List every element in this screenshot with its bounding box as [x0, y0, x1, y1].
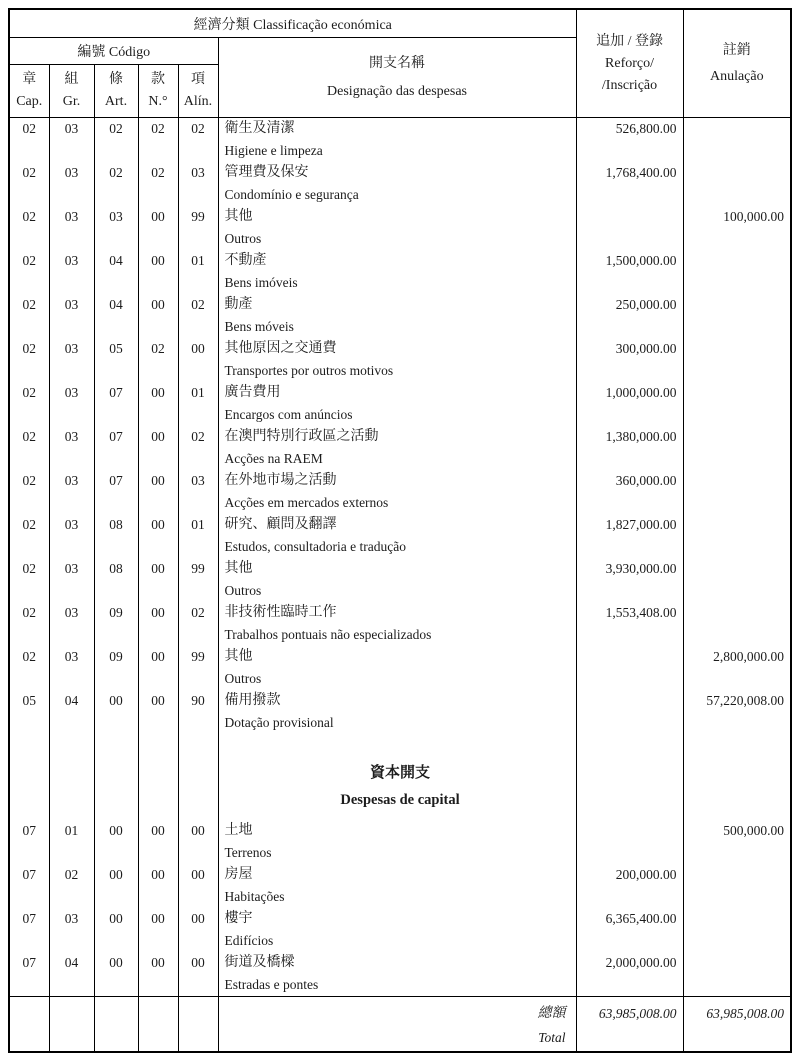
designation-pt: Bens móveis	[224, 319, 294, 334]
designation-zh: 樓宇	[224, 911, 253, 926]
designation-cell	[218, 602, 576, 646]
anulacao-amount	[683, 908, 791, 952]
code-cell-art: 07	[94, 382, 138, 426]
designation-pt: Outros	[224, 671, 262, 686]
anulacao-amount: 57,220,008.00	[683, 690, 791, 734]
code-cell-cap: 05	[9, 690, 49, 734]
code-cell-cap: 07	[9, 864, 49, 908]
header-col-n-zh: 款	[151, 72, 165, 87]
code-cell-alin: 01	[178, 250, 218, 294]
designation-cell	[218, 514, 576, 558]
code-cell-alin	[178, 734, 218, 820]
header-col-gr-pt: Gr.	[62, 94, 81, 109]
code-cell-n: 00	[138, 646, 178, 690]
designation-pt: Outros	[224, 583, 262, 598]
header-reforco-line-pt2: /Inscrição	[601, 77, 658, 93]
code-cell-gr: 03	[49, 338, 94, 382]
designation-pt: Edifícios	[224, 933, 274, 948]
code-cell-cap: 07	[9, 908, 49, 952]
designation-zh: 其他原因之交通費	[224, 341, 337, 356]
designation-cell	[218, 294, 576, 338]
reforco-amount: 250,000.00	[576, 294, 683, 338]
code-cell-gr: 03	[49, 558, 94, 602]
header-codigo: 編號 Código	[9, 38, 218, 65]
reforco-amount: 300,000.00	[576, 338, 683, 382]
table-body	[9, 118, 791, 997]
designation-pt: Estradas e pontes	[224, 977, 319, 992]
reforco-amount: 200,000.00	[576, 864, 683, 908]
code-cell-alin: 03	[178, 162, 218, 206]
code-cell-n: 00	[138, 470, 178, 514]
designation-pt: Acções em mercados externos	[224, 495, 389, 510]
code-cell-gr: 03	[49, 382, 94, 426]
code-cell-cap: 07	[9, 820, 49, 864]
anulacao-amount	[683, 734, 791, 820]
anulacao-amount	[683, 558, 791, 602]
code-cell-art: 00	[94, 908, 138, 952]
total-empty-cap	[9, 997, 49, 1053]
anulacao-amount	[683, 162, 791, 206]
designation-zh: 衛生及清潔	[224, 121, 295, 136]
table-row	[9, 952, 791, 997]
code-cell-n: 00	[138, 206, 178, 250]
code-cell-gr: 03	[49, 602, 94, 646]
table-row	[9, 206, 791, 250]
designation-zh: 廣告費用	[224, 385, 281, 400]
code-cell-art: 00	[94, 820, 138, 864]
header-reforco-line-pt1: Reforço/	[605, 55, 655, 71]
code-cell-n: 00	[138, 294, 178, 338]
code-cell-n: 02	[138, 162, 178, 206]
code-cell-art: 07	[94, 426, 138, 470]
code-cell-gr: 03	[49, 646, 94, 690]
total-empty-alin	[178, 997, 218, 1053]
code-cell-alin: 02	[178, 426, 218, 470]
table-header	[9, 9, 791, 118]
code-cell-n: 00	[138, 602, 178, 646]
code-cell-art: 07	[94, 470, 138, 514]
code-cell-gr: 03	[49, 514, 94, 558]
code-cell-n: 00	[138, 690, 178, 734]
total-empty-art	[94, 997, 138, 1053]
header-designacao-zh: 開支名稱	[369, 55, 426, 71]
code-cell-cap: 02	[9, 426, 49, 470]
reforco-amount: 1,553,408.00	[576, 602, 683, 646]
table-row	[9, 250, 791, 294]
code-cell-gr: 03	[49, 206, 94, 250]
code-cell-n: 00	[138, 250, 178, 294]
header-col-alin	[178, 65, 218, 118]
section-title-pt: Despesas de capital	[340, 792, 460, 808]
designation-cell	[218, 952, 576, 997]
code-cell-alin: 00	[178, 908, 218, 952]
designation-pt: Dotação provisional	[224, 715, 334, 730]
header-col-gr-zh: 組	[64, 72, 79, 87]
designation-zh: 在澳門特別行政區之活動	[224, 429, 379, 444]
reforco-amount: 6,365,400.00	[576, 908, 683, 952]
designation-cell	[218, 206, 576, 250]
reforco-amount: 1,768,400.00	[576, 162, 683, 206]
designation-cell	[218, 426, 576, 470]
header-reforco-line-zh: 追加 / 登錄	[596, 33, 663, 49]
section-title-cell	[218, 734, 576, 820]
table-row	[9, 294, 791, 338]
total-reforco-amount: 63,985,008.00	[576, 997, 683, 1053]
code-cell-art: 02	[94, 162, 138, 206]
code-cell-cap: 02	[9, 294, 49, 338]
header-col-art-pt: Art.	[104, 94, 128, 109]
designation-cell	[218, 338, 576, 382]
anulacao-amount	[683, 338, 791, 382]
code-cell-art: 08	[94, 558, 138, 602]
reforco-amount: 1,500,000.00	[576, 250, 683, 294]
header-reforco-column	[576, 9, 683, 118]
header-col-alin-pt: Alín.	[183, 94, 213, 109]
designation-cell	[218, 162, 576, 206]
header-col-cap	[9, 65, 49, 118]
header-col-art-zh: 條	[109, 72, 123, 87]
header-anulacao-line-pt: Anulação	[709, 68, 764, 84]
header-col-n	[138, 65, 178, 118]
code-cell-alin: 01	[178, 514, 218, 558]
code-cell-cap: 02	[9, 250, 49, 294]
anulacao-amount	[683, 294, 791, 338]
section-title-zh: 資本開支	[370, 765, 431, 781]
designation-zh: 研究、顧問及翻譯	[224, 517, 337, 532]
designation-cell	[218, 470, 576, 514]
code-cell-cap: 02	[9, 338, 49, 382]
designation-zh: 動產	[224, 297, 253, 312]
total-row	[9, 997, 791, 1053]
code-cell-cap: 02	[9, 382, 49, 426]
header-col-cap-pt: Cap.	[16, 94, 43, 109]
table-footer	[9, 997, 791, 1053]
designation-pt: Condomínio e segurança	[224, 187, 359, 202]
reforco-amount: 3,930,000.00	[576, 558, 683, 602]
total-label-zh: 總額	[537, 1006, 566, 1021]
code-cell-cap: 02	[9, 646, 49, 690]
code-cell-cap: 02	[9, 470, 49, 514]
table-row	[9, 820, 791, 864]
reforco-amount: 1,380,000.00	[576, 426, 683, 470]
header-anulacao-line-zh: 註銷	[722, 42, 751, 58]
anulacao-amount	[683, 602, 791, 646]
header-economic-classification: 經濟分類 Classificação económica	[9, 9, 576, 38]
code-cell-alin: 00	[178, 338, 218, 382]
table-row	[9, 162, 791, 206]
table-row	[9, 514, 791, 558]
table-row	[9, 118, 791, 163]
header-col-n-pt: N.°	[148, 94, 168, 109]
anulacao-amount: 100,000.00	[683, 206, 791, 250]
designation-cell	[218, 908, 576, 952]
reforco-amount: 1,827,000.00	[576, 514, 683, 558]
designation-zh: 備用撥款	[224, 693, 281, 708]
code-cell-art: 09	[94, 602, 138, 646]
code-cell-alin: 03	[178, 470, 218, 514]
designation-zh: 其他	[224, 209, 253, 224]
code-cell-art: 04	[94, 294, 138, 338]
code-cell-alin: 90	[178, 690, 218, 734]
table-row	[9, 558, 791, 602]
reforco-amount	[576, 734, 683, 820]
designation-zh: 其他	[224, 649, 253, 664]
code-cell-gr: 03	[49, 470, 94, 514]
anulacao-amount	[683, 952, 791, 997]
anulacao-amount	[683, 470, 791, 514]
code-cell-n: 00	[138, 952, 178, 997]
header-designacao	[218, 38, 576, 118]
designation-pt: Terrenos	[224, 845, 272, 860]
designation-zh: 街道及橋樑	[224, 955, 295, 970]
table-row	[9, 646, 791, 690]
total-label-pt: Total	[538, 1030, 566, 1045]
code-cell-art: 09	[94, 646, 138, 690]
table-row	[9, 602, 791, 646]
code-cell-art: 04	[94, 250, 138, 294]
code-cell-n: 02	[138, 118, 178, 163]
code-cell-n: 00	[138, 864, 178, 908]
header-col-alin-zh: 項	[191, 72, 205, 87]
code-cell-cap: 02	[9, 514, 49, 558]
designation-zh: 房屋	[224, 867, 253, 882]
code-cell-gr: 04	[49, 690, 94, 734]
table-row	[9, 864, 791, 908]
reforco-amount: 360,000.00	[576, 470, 683, 514]
code-cell-alin: 00	[178, 820, 218, 864]
table-row	[9, 426, 791, 470]
code-cell-n: 00	[138, 426, 178, 470]
code-cell-cap: 02	[9, 118, 49, 163]
code-cell-cap: 02	[9, 558, 49, 602]
table-row	[9, 470, 791, 514]
designation-cell	[218, 558, 576, 602]
reforco-amount: 1,000,000.00	[576, 382, 683, 426]
anulacao-amount	[683, 118, 791, 163]
code-cell-alin: 00	[178, 864, 218, 908]
code-cell-cap: 07	[9, 952, 49, 997]
designation-cell	[218, 382, 576, 426]
designation-pt: Acções na RAEM	[224, 451, 323, 466]
code-cell-art: 02	[94, 118, 138, 163]
code-cell-gr: 03	[49, 118, 94, 163]
code-cell-art: 00	[94, 864, 138, 908]
code-cell-n: 00	[138, 558, 178, 602]
designation-cell	[218, 690, 576, 734]
designation-pt: Habitações	[224, 889, 285, 904]
code-cell-n: 00	[138, 908, 178, 952]
code-cell-gr: 03	[49, 426, 94, 470]
code-cell-gr: 04	[49, 952, 94, 997]
code-cell-gr: 01	[49, 820, 94, 864]
designation-pt: Higiene e limpeza	[224, 143, 323, 158]
code-cell-gr: 03	[49, 294, 94, 338]
code-cell-gr: 03	[49, 250, 94, 294]
code-cell-alin: 99	[178, 646, 218, 690]
reforco-amount	[576, 690, 683, 734]
code-cell-art: 00	[94, 690, 138, 734]
designation-cell	[218, 250, 576, 294]
designation-cell	[218, 820, 576, 864]
section-row	[9, 734, 791, 820]
total-label	[218, 997, 576, 1053]
total-anulacao-amount: 63,985,008.00	[683, 997, 791, 1053]
code-cell-art	[94, 734, 138, 820]
code-cell-alin: 99	[178, 206, 218, 250]
code-cell-alin: 02	[178, 602, 218, 646]
reforco-amount	[576, 646, 683, 690]
code-cell-art: 03	[94, 206, 138, 250]
reforco-amount	[576, 820, 683, 864]
designation-pt: Encargos com anúncios	[224, 407, 353, 422]
total-empty-n	[138, 997, 178, 1053]
designation-pt: Transportes por outros motivos	[224, 363, 394, 378]
code-cell-alin: 00	[178, 952, 218, 997]
anulacao-amount	[683, 382, 791, 426]
designation-pt: Bens imóveis	[224, 275, 298, 290]
designation-zh: 在外地市場之活動	[224, 473, 337, 488]
total-empty-gr	[49, 997, 94, 1053]
designation-zh: 管理費及保安	[224, 165, 309, 180]
code-cell-n: 00	[138, 514, 178, 558]
table-row	[9, 382, 791, 426]
designation-zh: 非技術性臨時工作	[224, 605, 337, 620]
designation-pt: Outros	[224, 231, 262, 246]
budget-table	[8, 8, 792, 1053]
anulacao-amount	[683, 426, 791, 470]
designation-cell	[218, 118, 576, 163]
code-cell-alin: 02	[178, 294, 218, 338]
anulacao-amount	[683, 864, 791, 908]
code-cell-cap: 02	[9, 602, 49, 646]
code-cell-gr: 02	[49, 864, 94, 908]
designation-cell	[218, 864, 576, 908]
code-cell-art: 00	[94, 952, 138, 997]
anulacao-amount	[683, 514, 791, 558]
code-cell-gr	[49, 734, 94, 820]
code-cell-alin: 99	[178, 558, 218, 602]
code-cell-gr: 03	[49, 908, 94, 952]
code-cell-n	[138, 734, 178, 820]
code-cell-n: 02	[138, 338, 178, 382]
reforco-amount: 526,800.00	[576, 118, 683, 163]
code-cell-cap: 02	[9, 206, 49, 250]
code-cell-art: 08	[94, 514, 138, 558]
header-col-gr	[49, 65, 94, 118]
designation-zh: 不動產	[224, 253, 267, 268]
designation-cell	[218, 646, 576, 690]
reforco-amount	[576, 206, 683, 250]
header-anulacao-column	[683, 9, 791, 118]
code-cell-alin: 01	[178, 382, 218, 426]
designation-pt: Estudos, consultadoria e tradução	[224, 539, 406, 554]
code-cell-art: 05	[94, 338, 138, 382]
anulacao-amount	[683, 250, 791, 294]
header-col-art	[94, 65, 138, 118]
designation-zh: 其他	[224, 561, 253, 576]
code-cell-n: 00	[138, 382, 178, 426]
code-cell-gr: 03	[49, 162, 94, 206]
code-cell-alin: 02	[178, 118, 218, 163]
reforco-amount: 2,000,000.00	[576, 952, 683, 997]
header-designacao-pt: Designação das despesas	[327, 83, 467, 99]
designation-pt: Trabalhos pontuais não especializados	[224, 627, 432, 642]
anulacao-amount: 500,000.00	[683, 820, 791, 864]
code-cell-n: 00	[138, 820, 178, 864]
table-row	[9, 690, 791, 734]
designation-zh: 土地	[224, 823, 253, 838]
code-cell-cap: 02	[9, 162, 49, 206]
table-row	[9, 338, 791, 382]
table-row	[9, 908, 791, 952]
anulacao-amount: 2,800,000.00	[683, 646, 791, 690]
code-cell-cap	[9, 734, 49, 820]
header-col-cap-zh: 章	[22, 72, 37, 87]
